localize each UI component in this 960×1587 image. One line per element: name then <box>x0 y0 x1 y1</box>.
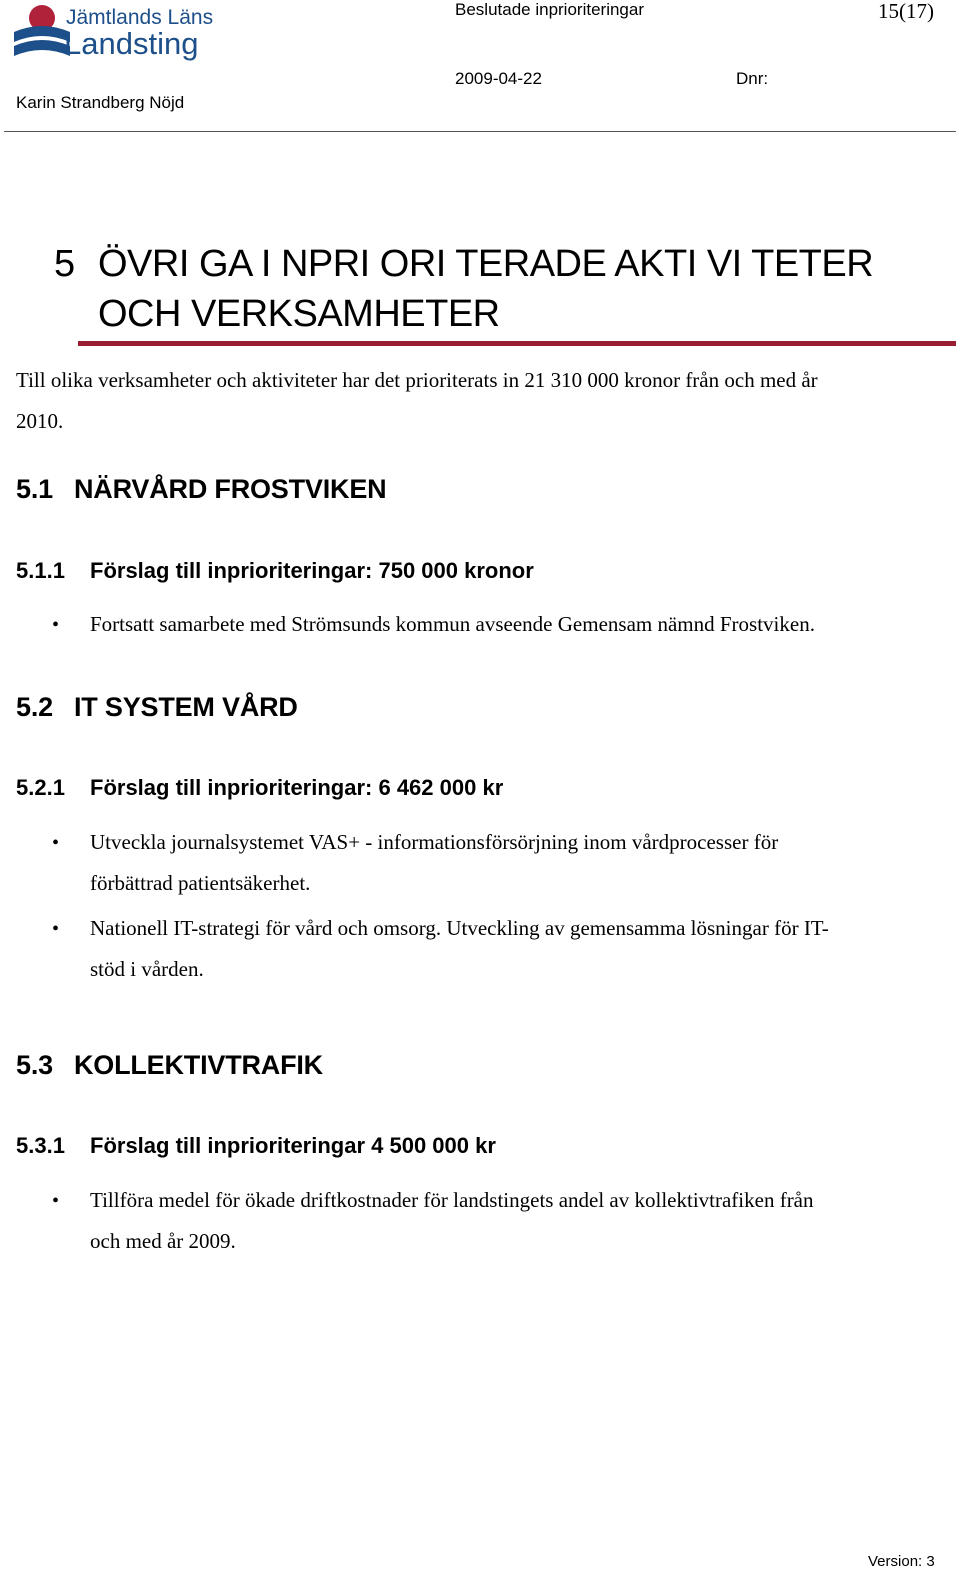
section-number: 5.2 <box>16 692 53 722</box>
bullet-line: Nationell IT-strategi för vård och omsorg. Utveckling av gemensamma lösningar för IT- <box>90 916 829 940</box>
section-heading <box>16 690 298 724</box>
document-title: Beslutade inprioriteringar <box>455 0 644 19</box>
page-number: 15(17) <box>878 0 934 23</box>
bullet-marker: • <box>52 1190 60 1212</box>
section-number: 5.1 <box>16 474 53 504</box>
version-label: Version: 3 <box>868 1553 935 1570</box>
logo-org-name-line2: Landsting <box>64 26 199 61</box>
subsection-heading <box>16 1131 496 1161</box>
bullet-item <box>90 1180 940 1262</box>
section-title: NÄRVÅRD FROSTVIKEN <box>74 474 387 504</box>
subsection-heading <box>16 773 503 803</box>
bullet-item <box>90 604 940 645</box>
intro-line: 2010. <box>16 409 64 433</box>
chapter-title-line1: ÖVRI GA I NPRI ORI TERADE AKTI VI TETER <box>98 243 874 285</box>
logo-org-name-line1: Jämtlands Läns <box>66 6 214 29</box>
subsection-heading <box>16 556 534 586</box>
section-heading <box>16 472 386 506</box>
subsection-title: Förslag till inprioriteringar: 6 462 000 kr <box>90 775 504 800</box>
author-name: Karin Strandberg Nöjd <box>16 93 185 112</box>
org-logo-icon <box>12 2 72 62</box>
bullet-line: och med år 2009. <box>90 1229 236 1253</box>
subsection-number: 5.2.1 <box>16 775 65 800</box>
bullet-marker: • <box>52 832 60 854</box>
section-number: 5.3 <box>16 1050 53 1080</box>
document-date: 2009-04-22 <box>455 69 542 88</box>
subsection-title: Förslag till inprioriteringar 4 500 000 kr <box>90 1133 496 1158</box>
subsection-number: 5.1.1 <box>16 558 65 583</box>
section-title: IT SYSTEM VÅRD <box>74 692 298 722</box>
dnr-label: Dnr: <box>736 69 769 88</box>
bullet-line: förbättrad patientsäkerhet. <box>90 871 311 895</box>
chapter-number: 5 <box>54 243 75 285</box>
section-title: KOLLEKTIVTRAFIK <box>74 1050 323 1080</box>
bullet-line: stöd i vården. <box>90 957 204 981</box>
bullet-line: Utveckla journalsystemet VAS+ - informationsförsörjning inom vårdprocesser för <box>90 830 779 854</box>
chapter-divider <box>78 341 956 346</box>
bullet-line: Fortsatt samarbete med Strömsunds kommun avseende Gemensam nämnd Frostviken. <box>90 612 815 636</box>
bullet-item <box>90 908 940 990</box>
subsection-title: Förslag till inprioriteringar: 750 000 kronor <box>90 558 534 583</box>
subsection-number: 5.3.1 <box>16 1133 65 1158</box>
bullet-marker: • <box>52 614 60 636</box>
bullet-item <box>90 822 940 904</box>
bullet-marker: • <box>52 918 60 940</box>
bullet-line: Tillföra medel för ökade driftkostnader för landstingets andel av kollektivtrafiken från <box>90 1188 814 1212</box>
intro-line: Till olika verksamheter och aktiviteter har det prioriterats in 21 310 000 kronor från och med år <box>16 368 818 392</box>
chapter-title-line2: OCH VERKSAMHETER <box>98 293 500 335</box>
section-heading <box>16 1048 323 1082</box>
header-divider <box>4 131 956 132</box>
intro-paragraph <box>16 360 936 442</box>
